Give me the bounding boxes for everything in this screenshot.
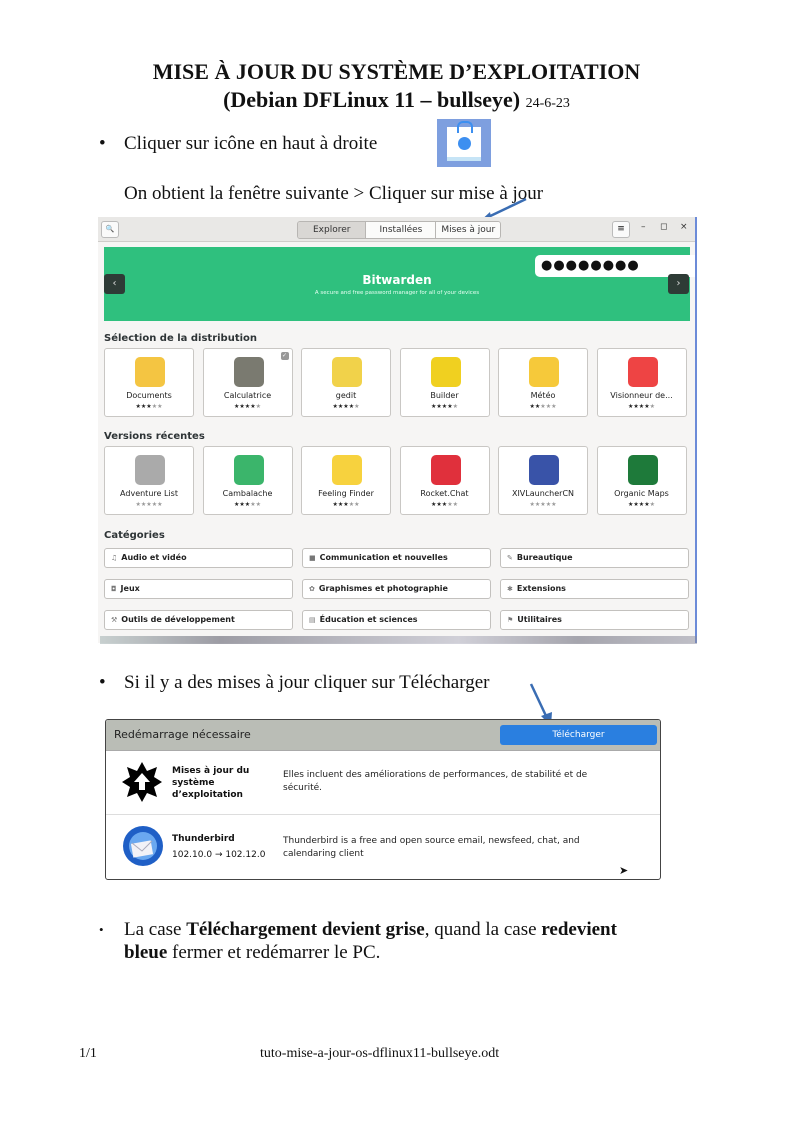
desc-line: Elles incluent des améliorations de performances, de stabilité et de (283, 770, 588, 780)
restart-required-label: Redémarrage nécessaire (114, 728, 251, 741)
category-label: Outils de développement (121, 615, 235, 624)
maximize-button[interactable]: ◻ (660, 222, 668, 232)
category-label: Audio et vidéo (121, 553, 187, 562)
app-tile[interactable] (301, 446, 391, 515)
app-icon (332, 455, 362, 485)
header-bar (98, 217, 695, 242)
app-name: Adventure List (120, 489, 178, 498)
step-3-text: fermer et redémarrer le PC. (167, 942, 381, 963)
os-update-icon (122, 762, 162, 802)
category-button[interactable] (500, 610, 689, 630)
category-icon: ◘ (111, 585, 117, 593)
desc-line: calendaring client (283, 849, 364, 859)
category-label: Graphismes et photographie (318, 584, 448, 593)
category-label: Éducation et sciences (319, 615, 418, 624)
app-tile[interactable] (203, 446, 293, 515)
search-icon: 🔍 (105, 225, 115, 233)
category-label: Extensions (516, 584, 566, 593)
document-date: 24-6-23 (525, 96, 570, 111)
category-icon: ✱ (507, 585, 513, 593)
app-name: Météo (530, 391, 556, 400)
app-rating: ★★★★★ (135, 501, 163, 508)
category-button[interactable] (302, 548, 491, 568)
close-button[interactable]: × (680, 222, 688, 232)
file-name: tuto-mise-a-jour-os-dflinux11-bullseye.odt (260, 1046, 500, 1061)
app-icon (431, 357, 461, 387)
app-rating: ★★★★★ (431, 501, 458, 508)
step-3 (99, 918, 704, 964)
desktop-background-strip (100, 636, 697, 644)
update-item-os-name (172, 765, 249, 801)
banner-title: Bitwarden (362, 273, 432, 287)
mouse-cursor-icon: ➤ (619, 864, 629, 877)
featured-banner[interactable] (104, 247, 690, 321)
banner-next-button[interactable]: › (668, 274, 689, 294)
app-name: XIVLauncherCN (511, 489, 575, 498)
document-subtitle (0, 87, 793, 113)
document-title: MISE À JOUR DU SYSTÈME D’EXPLOITATION (152, 59, 641, 84)
app-tile[interactable] (400, 348, 490, 417)
app-icon (234, 455, 264, 485)
name-line: d’exploitation (172, 790, 243, 800)
step-1-text: Cliquer sur icône en haut à droite (124, 133, 378, 154)
software-window (98, 217, 697, 643)
bullet: • (99, 133, 106, 154)
app-tile[interactable] (301, 348, 391, 417)
step-3-bold: bleue (124, 942, 168, 963)
step-2 (99, 672, 490, 694)
step-1 (99, 133, 378, 155)
category-icon: ♫ (111, 554, 118, 562)
category-icon: ✎ (507, 554, 513, 562)
app-icon (332, 357, 362, 387)
category-icon: ⚑ (507, 616, 514, 624)
step-3-bold: redevient (541, 919, 617, 940)
app-rating: ★★★★★ (234, 501, 261, 508)
step-3-bold: Téléchargement devient grise (186, 919, 425, 940)
app-name: Cambalache (222, 489, 273, 498)
tab-explorer[interactable]: Explorer (298, 222, 365, 238)
thunderbird-version: 102.10.0 → 102.12.0 (172, 850, 266, 860)
name-line: Mises à jour du (172, 766, 250, 776)
category-icon: ⚒ (111, 616, 118, 624)
updates-window (105, 719, 661, 880)
tab-updates[interactable]: Mises à jour (435, 222, 500, 238)
app-name: Feeling Finder (318, 489, 374, 498)
category-button[interactable] (104, 548, 293, 568)
app-name: Documents (126, 391, 172, 400)
search-button[interactable] (101, 221, 119, 238)
app-icon (234, 357, 264, 387)
app-icon (628, 455, 658, 485)
app-rating: ★★★★★ (135, 403, 163, 410)
app-tile[interactable] (498, 348, 588, 417)
category-icon: ■ (309, 554, 316, 562)
section-categories: Catégories (104, 530, 165, 541)
app-icon (529, 357, 559, 387)
name-line: système (172, 778, 215, 788)
banner-prev-button[interactable]: ‹ (104, 274, 125, 294)
app-tile[interactable] (203, 348, 293, 417)
app-icon (529, 455, 559, 485)
page-number: 1/1 (79, 1046, 97, 1061)
app-tile[interactable] (104, 446, 194, 515)
app-rating: ★★★★★ (628, 501, 655, 508)
hamburger-icon: ≡ (617, 224, 625, 234)
app-name: Builder (430, 391, 459, 400)
app-tile[interactable] (597, 446, 687, 515)
section-recent: Versions récentes (104, 431, 205, 442)
app-tile[interactable] (400, 446, 490, 515)
category-label: Communication et nouvelles (319, 553, 448, 562)
app-name: Rocket.Chat (420, 489, 469, 498)
desc-line: Thunderbird is a free and open source email, newsfeed, chat, and (283, 836, 580, 846)
bullet: • (99, 672, 106, 693)
app-icon (431, 455, 461, 485)
category-icon: ▤ (309, 616, 316, 624)
shopping-bag-icon (447, 127, 481, 161)
app-rating: ★★★★★ (431, 403, 458, 410)
app-name: Calculatrice (223, 391, 272, 400)
app-name: gedit (335, 391, 357, 400)
step-3-text: La case (124, 919, 187, 940)
app-tile[interactable] (104, 348, 194, 417)
update-item-os-description (283, 769, 643, 795)
app-tile[interactable] (498, 446, 588, 515)
category-icon: ✿ (309, 585, 315, 593)
bullet: • (99, 922, 104, 937)
app-tile[interactable] (597, 348, 687, 417)
category-button[interactable] (500, 579, 689, 599)
app-rating: ★★★★★ (234, 403, 261, 410)
view-tabs (297, 221, 501, 239)
thunderbird-name: Thunderbird (172, 834, 235, 844)
category-button[interactable] (104, 579, 293, 599)
app-icon (628, 357, 658, 387)
step-1b-text: On obtient la fenêtre suivante > Cliquer sur mise à jour (124, 183, 544, 204)
installed-check-icon: ✓ (281, 352, 288, 359)
bag-handle (457, 121, 473, 133)
app-icon (135, 357, 165, 387)
section-distribution: Sélection de la distribution (104, 333, 258, 344)
update-item-os[interactable] (106, 750, 660, 814)
app-icon (135, 455, 165, 485)
category-label: Bureautique (516, 553, 573, 562)
category-button[interactable] (302, 610, 491, 630)
step-2-text: Si il y a des mises à jour cliquer sur Télécharger (124, 672, 490, 693)
app-rating: ★★★★★ (529, 403, 557, 410)
tab-installed[interactable]: Installées (365, 222, 435, 238)
grid-dot-icon (458, 137, 471, 150)
category-label: Utilitaires (517, 615, 562, 624)
category-label: Jeux (120, 584, 140, 593)
category-button[interactable] (500, 548, 689, 568)
update-item-thunderbird[interactable] (106, 815, 660, 880)
app-name: Organic Maps (614, 489, 669, 498)
app-rating: ★★★★★ (529, 501, 557, 508)
thunderbird-icon (122, 825, 164, 867)
password-field-graphic: ●●●●●●●● (535, 255, 697, 277)
minimize-button[interactable]: – (641, 222, 646, 232)
thunderbird-description (283, 835, 643, 861)
banner-subtitle: A secure and free password manager for all of your devices (314, 290, 480, 296)
category-button[interactable] (302, 579, 491, 599)
app-rating: ★★★★★ (332, 403, 360, 410)
software-store-icon (437, 119, 491, 167)
subtitle-text: (Debian DFLinux 11 – bullseye) (223, 87, 521, 112)
step-3-text: , quand la case (424, 919, 542, 940)
updates-header (106, 720, 660, 751)
app-rating: ★★★★★ (332, 501, 360, 508)
menu-button[interactable] (612, 221, 630, 238)
desc-line: sécurité. (283, 783, 323, 793)
app-name: Visionneur de... (610, 391, 673, 400)
category-button[interactable] (104, 610, 293, 630)
app-rating: ★★★★★ (628, 403, 655, 410)
download-button[interactable]: Télécharger (500, 725, 657, 745)
